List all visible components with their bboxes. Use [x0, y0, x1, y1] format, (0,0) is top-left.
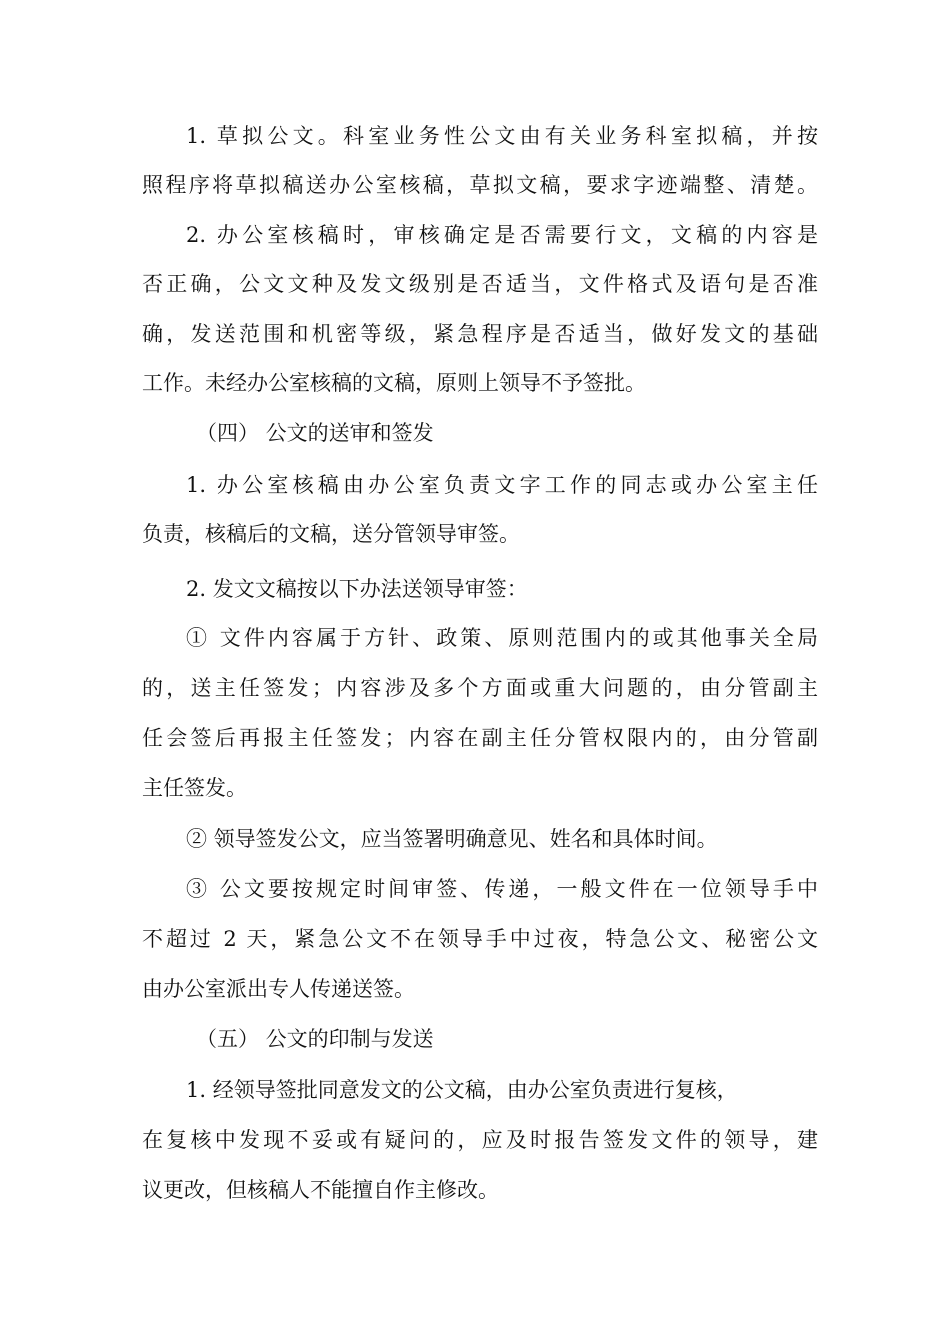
paragraph-line: 不超过 2 天，紧急公文不在领导手中过夜，特急公文、秘密公文	[142, 927, 818, 951]
paragraph-line: 2. 发文文稿按以下办法送领导审签：	[186, 577, 528, 601]
paragraph-line: 2. 办公室核稿时，审核确定是否需要行文，文稿的内容是	[186, 223, 818, 247]
paragraph-line: 任会签后再报主任签发；内容在副主任分管权限内的，由分管副	[142, 726, 818, 750]
paragraph-line: 由办公室派出专人传递送签。	[142, 977, 415, 1001]
paragraph-line: 工作。未经办公室核稿的文稿，原则上领导不予签批。	[142, 371, 646, 395]
paragraph-line: 照程序将草拟稿送办公室核稿，草拟文稿，要求字迹端整、清楚。	[142, 173, 818, 197]
paragraph-line: 1. 经领导签批同意发文的公文稿，由办公室负责进行复核，	[186, 1078, 738, 1102]
paragraph-line: 议更改，但核稿人不能擅自作主修改。	[142, 1178, 499, 1202]
paragraph-line: 1. 办公室核稿由办公室负责文字工作的同志或办公室主任	[186, 473, 818, 497]
section-heading: （五） 公文的印制与发送	[196, 1027, 434, 1051]
paragraph-line: 否正确，公文文种及发文级别是否适当，文件格式及语句是否准	[142, 272, 818, 296]
paragraph-line: 确，发送范围和机密等级，紧急程序是否适当，做好发文的基础	[142, 322, 818, 346]
paragraph-line: ③ 公文要按规定时间审签、传递，一般文件在一位领导手中	[186, 877, 818, 901]
paragraph-line: ① 文件内容属于方针、政策、原则范围内的或其他事关全局	[186, 626, 818, 650]
paragraph-line: 负责，核稿后的文稿，送分管领导审签。	[142, 522, 520, 546]
section-heading: （四） 公文的送审和签发	[196, 421, 434, 445]
paragraph-line: ② 领导签发公文，应当签署明确意见、姓名和具体时间。	[186, 827, 718, 851]
paragraph-line: 1. 草拟公文。科室业务性公文由有关业务科室拟稿，并按	[186, 124, 818, 148]
paragraph-line: 在复核中发现不妥或有疑问的，应及时报告签发文件的领导，建	[142, 1128, 818, 1152]
paragraph-line: 主任签发。	[142, 776, 247, 800]
paragraph-line: 的，送主任签发；内容涉及多个方面或重大问题的，由分管副主	[142, 676, 818, 700]
